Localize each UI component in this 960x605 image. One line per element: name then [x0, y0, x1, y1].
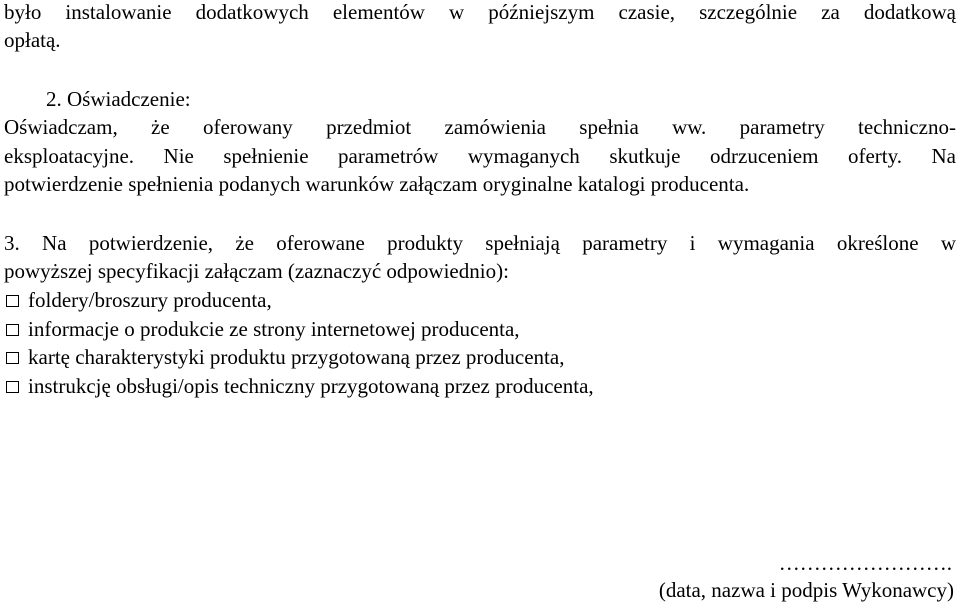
section-3-line-1: 3. Na potwierdzenie, że oferowane produkty spełniają parametry i wymagania określone w	[4, 231, 956, 255]
attachment-option-label: instrukcję obsługi/opis techniczny przygotowaną przez producenta,	[28, 374, 594, 398]
intro-line-1: było instalowanie dodatkowych elementów w późniejszym czasie, szczególnie za dodatkową	[4, 0, 956, 24]
attachment-option-label: foldery/broszury producenta,	[28, 288, 272, 312]
section-2-line-3: potwierdzenie spełnienia podanych warunków załączam oryginalne katalogi producenta.	[4, 172, 750, 196]
attachment-option	[4, 345, 564, 369]
checkbox[interactable]	[6, 381, 19, 393]
section-2-line-2: eksploatacyjne. Nie spełnienie parametrów wymaganych skutkuje odrzuceniem oferty. Na	[4, 144, 956, 168]
attachment-option	[4, 288, 272, 312]
intro-line-2: opłatą.	[4, 28, 61, 52]
attachment-option	[4, 317, 520, 341]
checkbox[interactable]	[6, 352, 19, 364]
section-3-line-2: powyższej specyfikacji załączam (zaznaczyć odpowiednio):	[4, 259, 509, 283]
attachment-option-label: kartę charakterystyki produktu przygotowaną przez producenta,	[28, 345, 565, 369]
section-2-heading: 2. Oświadczenie:	[46, 87, 191, 111]
signature-caption: (data, nazwa i podpis Wykonawcy)	[658, 578, 954, 602]
checkbox[interactable]	[6, 295, 19, 307]
checkbox[interactable]	[6, 324, 19, 336]
attachment-option-label: informacje o produkcie ze strony internetowej producenta,	[28, 317, 520, 341]
signature-dots: …………………….	[778, 551, 952, 575]
attachment-option	[4, 374, 594, 398]
section-2-line-1: Oświadczam, że oferowany przedmiot zamówienia spełnia ww. parametry techniczno-	[4, 115, 956, 139]
